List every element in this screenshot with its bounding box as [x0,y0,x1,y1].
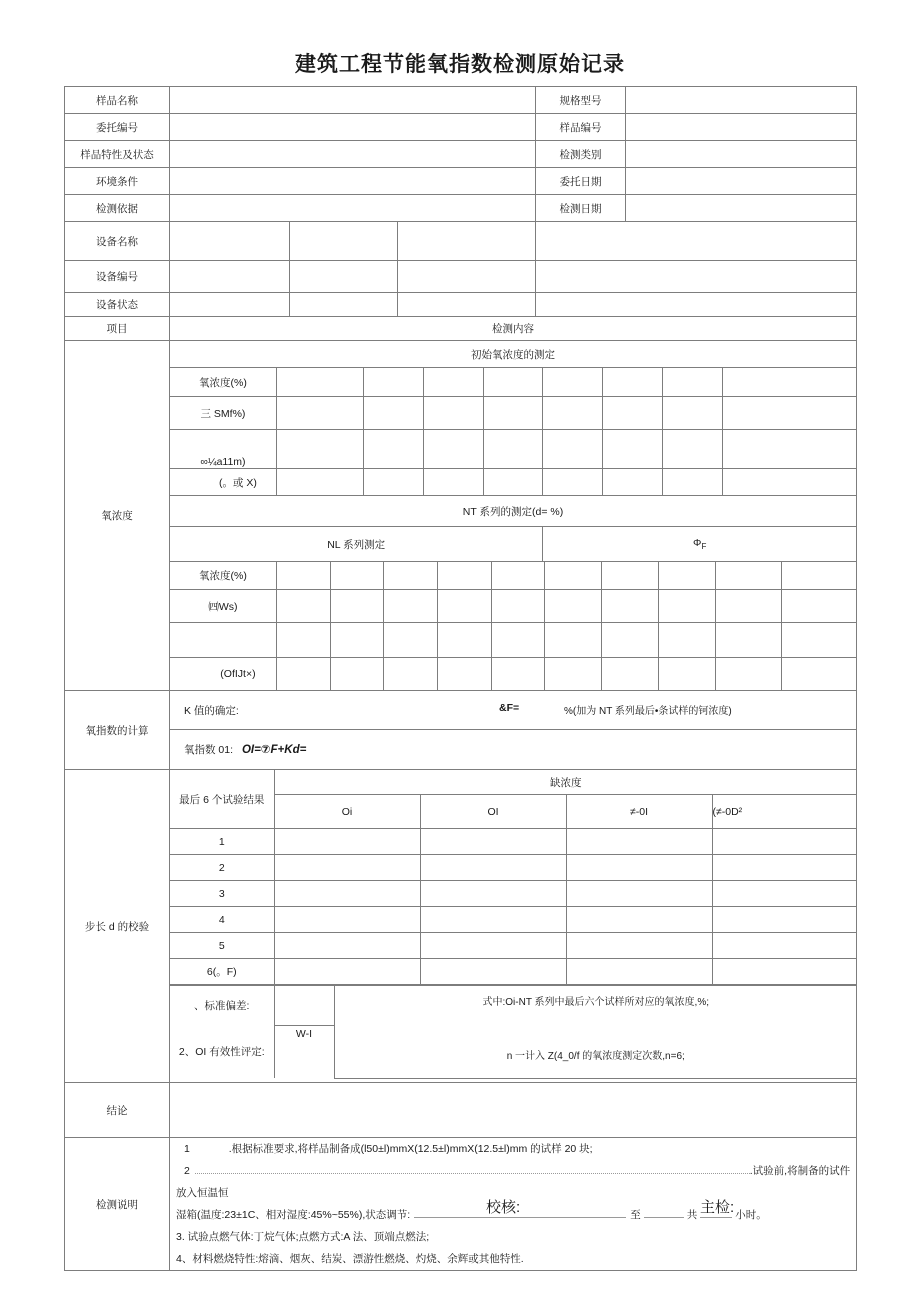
cell-phi-2-3[interactable] [715,590,782,623]
label-commission-no: 委托编号 [65,114,170,141]
cell-initial-1-7[interactable] [662,368,722,397]
table-row-commission-no [65,114,857,141]
cell-nl-2-3[interactable] [384,590,438,623]
cell-nl-1-5[interactable] [491,562,545,590]
cell-r6-c2[interactable] [420,959,566,985]
cell-initial-3-1[interactable] [276,430,363,469]
row-column-headers [170,795,857,829]
cell-phi-4-3[interactable] [715,658,782,691]
table-row-result-2 [170,855,857,881]
row-nl-2 [170,590,856,623]
phi-symbol: Φ [693,536,702,549]
label-env-condition: 环境条件 [65,168,170,195]
cell-phi-1-2[interactable] [658,562,715,590]
table-row-equipment-status [65,293,857,317]
cell-r1-c2[interactable] [420,829,566,855]
cell-phi-4-2[interactable] [658,658,715,691]
note-1-number: 1 [184,1143,190,1155]
oxygen-index-calc-grid [170,691,857,768]
field-test-category[interactable] [626,141,857,168]
table-row-result-6 [170,959,857,985]
cell-nl-1-2[interactable] [330,562,384,590]
formula-notes-cell [334,986,857,1079]
row-nl-3 [170,623,856,658]
cell-initial-3-3[interactable] [423,430,483,469]
cell-initial-1-1[interactable] [276,368,363,397]
row-label-1: 1 [170,829,274,855]
field-sample-no[interactable] [626,114,857,141]
label-nl-series-title: NL 系列测定 [170,527,543,562]
label-initial-oxygen-pct: 氧浓度(%) [170,368,276,397]
cell-initial-3-8[interactable] [722,430,856,469]
cell-nl-2-2[interactable] [330,590,384,623]
cell-r1-c4[interactable] [712,829,857,855]
note-2-to: 至 [630,1209,641,1221]
cell-r1-c3[interactable] [566,829,712,855]
label-oxygen-index-calc: 氧指数的计算 [65,691,170,770]
cell-nl-4-6[interactable] [545,658,602,691]
signature-footer [0,1196,920,1226]
row-label-2: 2 [170,855,274,881]
cell-nl-2-1[interactable] [276,590,330,623]
note-item-4: 4、材料燃烧特性:熔滴、烟灰、结炭、漂游性燃烧、灼烧、余辉或其他特性. [176,1253,524,1265]
field-commission-no[interactable] [170,114,536,141]
cell-nl-3-1[interactable] [276,623,330,658]
note-2-number: 2 [184,1165,190,1177]
cell-initial-2-4[interactable] [483,397,543,430]
table-row-result-5 [170,933,857,959]
field-commission-date[interactable] [626,168,857,195]
note-2-total: 共 [686,1209,698,1221]
row-label-6: 6(。F) [170,959,274,985]
label-commission-date: 委托日期 [536,168,626,195]
cell-nl-1-4[interactable] [438,562,492,590]
label-test-category: 检测类别 [536,141,626,168]
note-2-blank-1[interactable] [195,1173,750,1174]
cell-initial-1-2[interactable] [364,368,424,397]
field-equipment-no-2[interactable] [290,261,398,293]
cell-r5-c4[interactable] [712,933,857,959]
cell-r2-c1[interactable] [274,855,420,881]
record-table [64,86,857,1271]
row-std-dev [170,986,857,1026]
field-equipment-status-2[interactable] [290,293,398,317]
note-item-3: 3. 试验点燃气体:丁烷气体;点燃方式:A 法、顶端点燃法; [176,1231,430,1243]
table-row-equipment-name [65,222,857,261]
cell-r4-c1[interactable] [274,907,420,933]
label-step-check: 步长 d 的校验 [65,770,170,1083]
table-row-oxygen-concentration [65,341,857,691]
cell-phi-3-4[interactable] [782,623,856,658]
cell-initial-4-6[interactable] [603,469,663,496]
column-header-diff-squared: (≠-0D² [712,795,857,829]
row-initial-title [170,341,856,368]
note-2-text: .试验前,将制备的试件放入恒温恒 [176,1165,851,1199]
field-equipment-name-4[interactable] [536,222,857,261]
field-equipment-status-3[interactable] [398,293,536,317]
cell-nl-3-5[interactable] [491,623,545,658]
cell-phi-1-4[interactable] [782,562,856,590]
cell-initial-2-6[interactable] [603,397,663,430]
label-k-value-note: %(加为 NT 系列最后•条试样的钶浓度) [564,706,732,717]
cell-phi-3-3[interactable] [715,623,782,658]
cell-r4-c3[interactable] [566,907,712,933]
cell-phi-2-2[interactable] [658,590,715,623]
cell-phi-1-1[interactable] [602,562,659,590]
field-sample-state[interactable] [170,141,536,168]
field-equipment-name-1[interactable] [170,222,290,261]
label-sample-name: 样品名称 [65,87,170,114]
cell-initial-2-1[interactable] [276,397,363,430]
cell-r4-c2[interactable] [420,907,566,933]
table-row-result-3 [170,881,857,907]
cell-initial-3-6[interactable] [603,430,663,469]
cell-initial-4-4[interactable] [483,469,543,496]
cell-initial-1-4[interactable] [483,368,543,397]
cell-nl-2-6[interactable] [545,590,602,623]
label-sample-no: 样品编号 [536,114,626,141]
cell-initial-4-3[interactable] [423,469,483,496]
field-spec-model[interactable] [626,87,857,114]
cell-r2-c4[interactable] [712,855,857,881]
cell-nl-3-6[interactable] [545,623,602,658]
cell-initial-3-7[interactable] [662,430,722,469]
cell-nl-4-5[interactable] [491,658,545,691]
cell-nl-1-6[interactable] [545,562,602,590]
cell-initial-1-3[interactable] [423,368,483,397]
label-last-six-results: 最后 6 个试验结果 [170,770,274,829]
column-header-oi-upper: OI [420,795,566,829]
oxygen-index-formula-cell [170,730,857,769]
field-env-condition[interactable] [170,168,536,195]
field-equipment-no-4[interactable] [536,261,857,293]
note-item-1 [170,1138,856,1160]
cell-nl-2-5[interactable] [491,590,545,623]
cell-r3-c4[interactable] [712,881,857,907]
note-formula-n: n 一计入 Z(4_0/f 的氧浓度测定次数,n=6; [506,1051,685,1062]
cell-r3-c3[interactable] [566,881,712,907]
label-checker: 校核: [486,1199,521,1216]
cell-initial-3-5[interactable] [543,430,603,469]
cell-initial-3-2[interactable] [364,430,424,469]
cell-r5-c3[interactable] [566,933,712,959]
cell-r5-c2[interactable] [420,933,566,959]
cell-nl-4-1[interactable] [276,658,330,691]
table-row-conclusion [65,1083,857,1138]
row-initial-oxygen-3 [170,430,856,469]
field-conclusion[interactable] [170,1083,857,1138]
cell-r6-c3[interactable] [566,959,712,985]
table-row-env-condition [65,168,857,195]
row-nt-title [170,496,856,527]
cell-phi-3-1[interactable] [602,623,659,658]
cell-phi-3-2[interactable] [658,623,715,658]
cell-r6-c4[interactable] [712,959,857,985]
cell-initial-2-8[interactable] [722,397,856,430]
cell-r1-c1[interactable] [274,829,420,855]
phi-subscript: F [701,542,707,552]
label-nl-oxygen-pct: 氧浓度(%) [170,562,276,590]
label-spec-model: 规格型号 [536,87,626,114]
cell-nl-1-1[interactable] [276,562,330,590]
label-test-notes: 检测说明 [65,1138,170,1271]
table-row-equipment-no [65,261,857,293]
label-nl-blank [170,623,276,658]
cell-r2-c2[interactable] [420,855,566,881]
cell-r3-c1[interactable] [274,881,420,907]
cell-initial-4-8[interactable] [722,469,856,496]
label-nl-ofljt: (OfIJt×) [170,658,276,691]
label-oi-validity: 2、OI 有效性评定: [170,1025,274,1078]
cell-nl-3-3[interactable] [384,623,438,658]
cell-initial-3-4[interactable] [483,430,543,469]
row-nl-1 [170,562,856,590]
cell-initial-4-7[interactable] [662,469,722,496]
note-2-hours: 小时。 [735,1209,767,1221]
row-results-header [170,770,857,795]
cell-nl-3-2[interactable] [330,623,384,658]
cell-nl-3-4[interactable] [438,623,492,658]
label-nl-ws: ㈣Ws) [170,590,276,623]
table-row-step-check [65,770,857,1083]
cell-initial-2-2[interactable] [364,397,424,430]
cell-r3-c2[interactable] [420,881,566,907]
cell-initial-2-7[interactable] [662,397,722,430]
label-delta-f: &F= [499,702,520,714]
row-k-value [170,691,857,730]
row-label-5: 5 [170,933,274,959]
label-equipment-no: 设备编号 [65,261,170,293]
cell-phi-2-4[interactable] [782,590,856,623]
table-row-section-head [65,317,857,341]
label-k-value: K 值的确定: [184,704,239,717]
cell-r5-c1[interactable] [274,933,420,959]
label-initial-oxygen-title: 初始氧浓度的测定 [170,341,856,368]
label-conclusion: 结论 [65,1083,170,1138]
label-initial-smf: 三 SMf%) [170,397,276,430]
cell-nl-1-3[interactable] [384,562,438,590]
cell-initial-1-5[interactable] [543,368,603,397]
cell-phi-4-4[interactable] [782,658,856,691]
cell-initial-4-5[interactable] [543,469,603,496]
row-initial-oxygen-4 [170,469,856,496]
cell-phi-4-1[interactable] [602,658,659,691]
cell-std-dev-value[interactable] [274,986,334,1026]
table-row-sample-state [65,141,857,168]
field-equipment-name-3[interactable] [398,222,536,261]
row-nl-4 [170,658,856,691]
cell-nl-4-4[interactable] [438,658,492,691]
table-row-oxygen-index-calc [65,691,857,770]
table-row-test-basis [65,195,857,222]
label-test-content: 检测内容 [170,317,857,341]
cell-r2-c3[interactable] [566,855,712,881]
cell-w-value: W-I [274,1025,334,1078]
cell-initial-2-5[interactable] [543,397,603,430]
note-2-cont-text: 湿箱(温度:23±1C、相对湿度:45%~55%),状态调节: [176,1209,411,1221]
label-equipment-name: 设备名称 [65,222,170,261]
note-1-text: .根据标准要求,将样品制备成(l50±l)mmX(12.5±l)mmX(12.5±l)mm 的试样 20 块; [228,1143,593,1155]
field-test-date[interactable] [626,195,857,222]
row-initial-oxygen-2 [170,397,856,430]
field-equipment-name-2[interactable] [290,222,398,261]
label-phi-f [543,527,856,562]
cell-nl-4-3[interactable] [384,658,438,691]
label-initial-orx: (。或 X) [170,469,276,496]
table-row-result-4 [170,907,857,933]
label-test-date: 检测日期 [536,195,626,222]
field-equipment-no-3[interactable] [398,261,536,293]
row-initial-oxygen-1 [170,368,856,397]
label-group-concentration: 缺浓度 [274,770,857,795]
cell-initial-1-8[interactable] [722,368,856,397]
table-row-sample-name [65,87,857,114]
cell-initial-1-6[interactable] [603,368,663,397]
label-oxygen-concentration: 氧浓度 [65,341,170,691]
row-label-3: 3 [170,881,274,907]
field-equipment-no-1[interactable] [170,261,290,293]
label-sample-state: 样品特性及状态 [65,141,170,168]
cell-initial-4-2[interactable] [364,469,424,496]
nl-measurement-grid [170,562,856,690]
k-value-row-content [274,691,857,730]
cell-r4-c4[interactable] [712,907,857,933]
label-test-basis: 检测依据 [65,195,170,222]
cell-nl-4-2[interactable] [330,658,384,691]
field-equipment-status-4[interactable] [536,293,857,317]
cell-nl-2-4[interactable] [438,590,492,623]
cell-phi-2-1[interactable] [602,590,659,623]
field-test-basis[interactable] [170,195,536,222]
step-check-grid [170,770,857,985]
oxygen-concentration-grid [170,341,856,562]
column-header-diff: ≠-0I [566,795,712,829]
field-equipment-status-1[interactable] [170,293,290,317]
std-dev-grid [170,985,857,1079]
label-nt-series-title: NT 系列的测定(d= %) [170,496,856,527]
label-equipment-status: 设备状态 [65,293,170,317]
cell-phi-1-3[interactable] [715,562,782,590]
cell-r6-c1[interactable] [274,959,420,985]
row-oxygen-index-formula [170,730,857,769]
row-nl-phi-header [170,527,856,562]
label-oxygen-index-formula: OI=⑦F+Kd= [241,743,307,756]
row-label-4: 4 [170,907,274,933]
field-sample-name[interactable] [170,87,536,114]
cell-initial-4-1[interactable] [276,469,363,496]
cell-initial-2-3[interactable] [423,397,483,430]
table-row-result-1 [170,829,857,855]
label-project: 项目 [65,317,170,341]
page-title: 建筑工程节能氧指数检测原始记录 [295,53,625,76]
label-inspector: 主检: [700,1199,735,1216]
label-oxygen-index-01: 氧指数 01: [184,743,234,756]
label-std-deviation: 、标准偏差: [170,986,274,1026]
note-formula-oi: 式中:Oi-NT 系列中最后六个试样所对应的氧浓度,%; [482,997,709,1008]
label-initial-a11m: ∞¼a11m) [170,430,276,469]
column-header-oi-lower: Oi [274,795,420,829]
